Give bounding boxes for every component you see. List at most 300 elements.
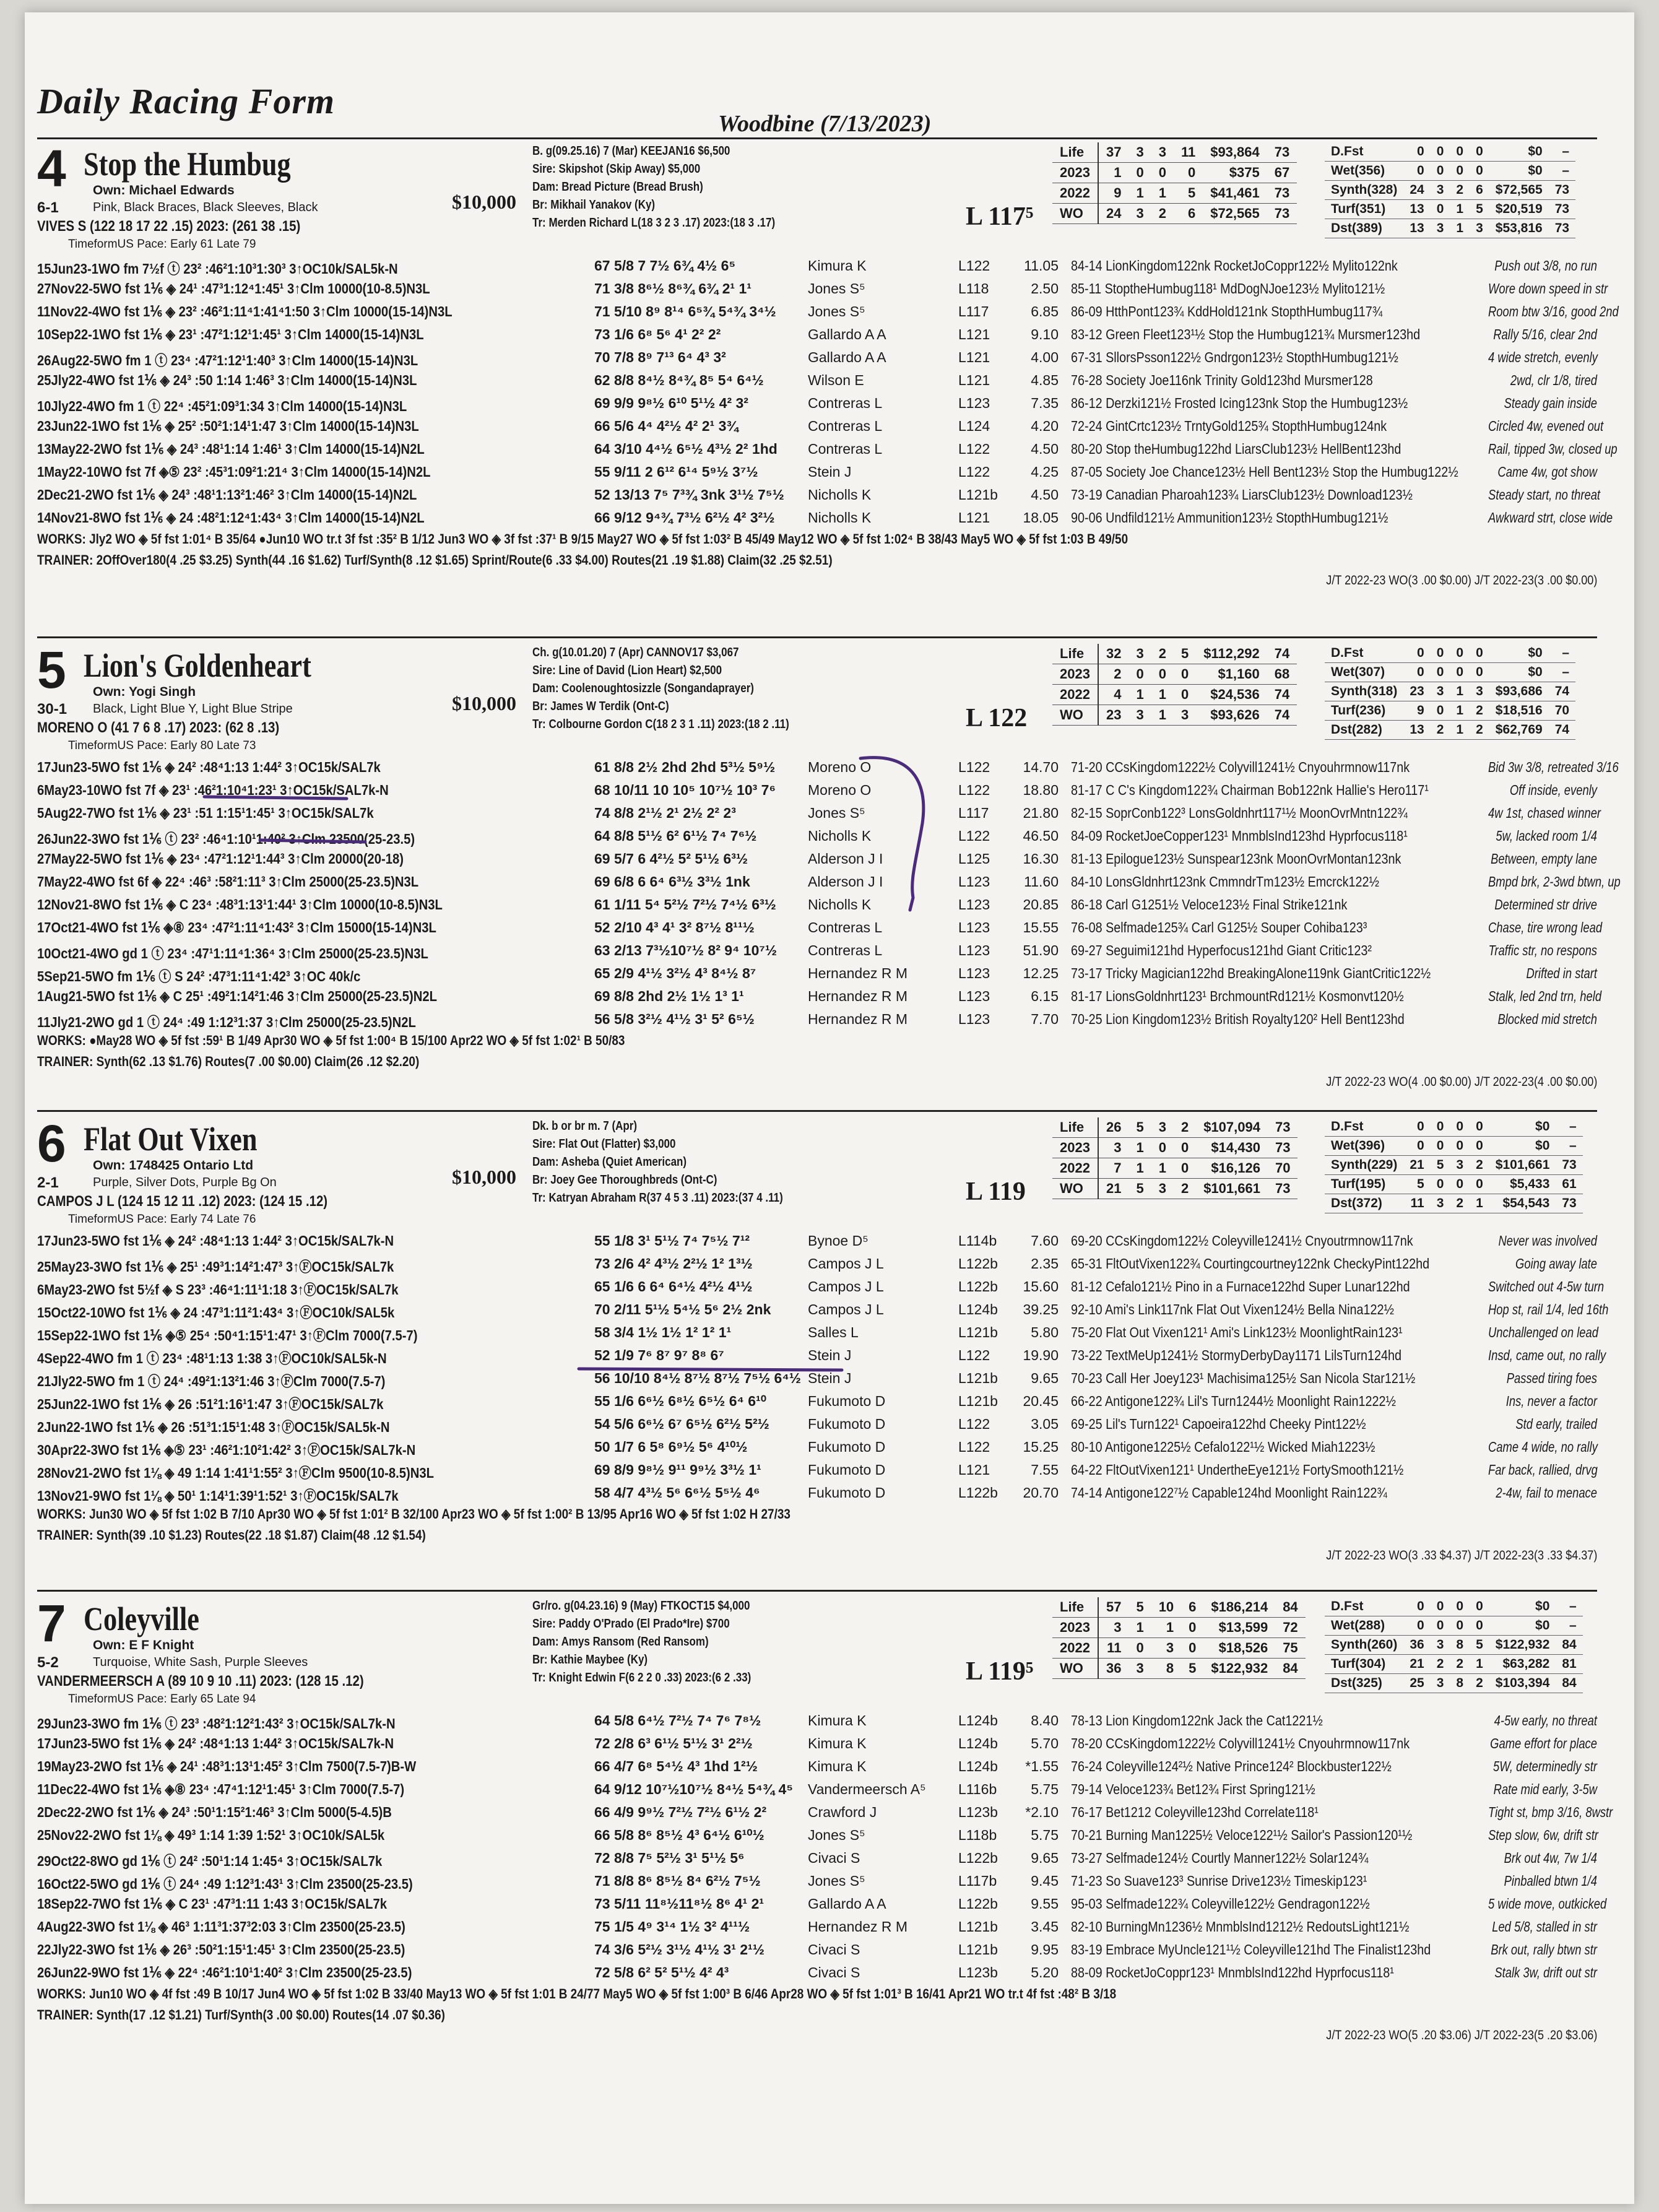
breeding-line: Sire: Line of David (Lion Heart) $2,500 <box>532 664 722 677</box>
stat-cell: 0 <box>1450 162 1470 181</box>
breeding-block <box>532 142 775 232</box>
running-line: 73 1/6 6⁸ 5⁶ 4¹ 2² 2² <box>594 326 721 342</box>
trainer-stats: TRAINER: 2OffOver180(4 .25 $3.25) Synth(44 .16 $1.62) Turf/Synth(8 .12 $1.65) Sprint/Route(6 .33 $4.00) Routes(21 .19 $1.88) Claim(32 .25 $2.51) <box>37 552 833 568</box>
trip-comment: Pinballed btwn 1/4 <box>1504 1873 1597 1889</box>
stat-cell: Dst(325) <box>1325 1674 1403 1693</box>
stat-cell: 84 <box>1275 1659 1305 1679</box>
stat-cell: 1 <box>1151 1618 1181 1638</box>
stat-cell: 2 <box>1470 1156 1489 1175</box>
race-jockey: Campos J L <box>808 1278 884 1295</box>
surface-record-table-row <box>1325 181 1575 200</box>
race-weight: L122b <box>958 1850 998 1866</box>
stat-cell: 3 <box>1128 644 1151 664</box>
record-table-row <box>1052 1158 1297 1179</box>
race-odds: 5.80 <box>1031 1324 1059 1340</box>
stat-cell: $103,394 <box>1489 1674 1556 1693</box>
past-performance-row <box>37 1007 1597 1030</box>
company-line: 84-10 LonsGldnhrt123nk CmmndrTm123½ Emcrck122½ <box>1071 874 1380 890</box>
race-odds: 5.20 <box>1031 1964 1059 1980</box>
race-odds: 46.50 <box>1023 828 1059 844</box>
surface-record-table-row <box>1325 162 1575 181</box>
company-line: 71-23 So Suave123³ Sunrise Drive123½ Timeskip123¹ <box>1071 1873 1367 1889</box>
surface-record-table-row <box>1325 1117 1583 1137</box>
stat-cell: 1 <box>1450 200 1470 219</box>
jockey-trainer-stats: J/T 2022-23 WO(3 .00 $0.00) J/T 2022-23(3 .00 $0.00) <box>1325 573 1597 588</box>
race-line: 28Nov21-2WO fst 1⅛ ◈ 49 1:14 1:41¹1:55² 3↑ⒻClm 9500(10-8.5)N3L <box>37 1465 435 1481</box>
race-odds: 3.45 <box>1031 1919 1059 1935</box>
stat-cell: 73 <box>1556 1194 1582 1213</box>
past-performance-row <box>37 1275 1605 1298</box>
race-weight: L114b <box>958 1233 997 1249</box>
company-line: 69-20 CCsKingdom122½ Coleyville1241½ Cnyoutrmnow117nk <box>1071 1233 1413 1249</box>
stat-cell: 0 <box>1450 1117 1470 1137</box>
stat-cell: 84 <box>1275 1597 1305 1618</box>
stat-cell: 0 <box>1470 1175 1489 1194</box>
stat-cell: 0 <box>1431 1117 1450 1137</box>
race-jockey: Gallardo A A <box>808 1896 886 1912</box>
stat-cell: 0 <box>1174 1138 1196 1158</box>
past-performance-row <box>37 824 1597 847</box>
past-performance-row <box>37 1366 1597 1389</box>
running-line: 73 5/11 11⁸½11⁸½ 8⁶ 4¹ 2¹ <box>594 1896 765 1912</box>
breeding-line: Tr: Colbourne Gordon C(18 2 3 1 .11) 2023:(18 2 .11) <box>532 718 789 731</box>
stat-cell: $112,292 <box>1196 644 1267 664</box>
stat-cell: $101,661 <box>1489 1156 1556 1175</box>
stat-cell: 36 <box>1403 1636 1430 1655</box>
race-jockey: Fukumoto D <box>808 1416 886 1432</box>
race-line: 4Sep22-4WO fm 1 ⓣ 23⁴ :48¹1:13 1:38 3↑ⒻOC10k/SAL5k-N <box>37 1350 387 1366</box>
stat-cell: 2 <box>1431 1655 1450 1674</box>
race-odds: 7.35 <box>1031 395 1059 411</box>
company-line: 73-17 Tricky Magician122hd BreakingAlone119nk GiantCritic122½ <box>1071 965 1431 981</box>
stat-cell: 3 <box>1431 1636 1450 1655</box>
breeding-line: Dam: Amys Ransom (Red Ransom) <box>532 1635 709 1649</box>
stat-cell: 0 <box>1470 663 1489 682</box>
trip-comment: Blocked mid stretch <box>1497 1011 1597 1027</box>
race-jockey: Jones S⁵ <box>808 280 865 297</box>
stat-cell: 32 <box>1098 644 1128 664</box>
stat-cell: 3 <box>1431 1194 1450 1213</box>
surface-record-table <box>1325 644 1575 740</box>
race-weight: L124b <box>958 1758 998 1774</box>
stat-cell: 4 <box>1098 685 1128 705</box>
past-performance-row <box>37 460 1597 483</box>
race-odds: *2.10 <box>1025 1804 1059 1820</box>
stat-cell: $72,565 <box>1203 204 1267 224</box>
stat-cell: 7 <box>1098 1158 1128 1179</box>
race-weight: L121b <box>958 487 998 503</box>
race-line: 27Nov22-5WO fst 1⅙ ◈ 24¹ :47³1:12⁴1:45¹ 3↑Clm 10000(10-8.5)N3L <box>37 280 430 297</box>
race-line: 26Aug22-5WO fm 1 ⓣ 23⁴ :47²1:12¹1:40³ 3↑Clm 14000(15-14)N3L <box>37 352 418 368</box>
past-performance-row <box>37 801 1601 824</box>
race-jockey: Contreras L <box>808 418 883 434</box>
past-performances <box>37 1229 1609 1504</box>
stat-cell: $93,864 <box>1203 142 1267 163</box>
breeding-line: B. g(09.25.16) 7 (Mar) KEEJAN16 $6,500 <box>532 144 730 158</box>
surface-record-table <box>1325 1117 1583 1213</box>
stat-cell: Wet(307) <box>1325 663 1403 682</box>
trip-comment: Wore down speed in str <box>1488 280 1608 297</box>
race-line: 11Jly21-2WO gd 1 ⓣ 24⁴ :49 1:12³1:37 3↑Clm 25000(25-23.5)N2L <box>37 1014 416 1030</box>
company-line: 83-19 Embrace MyUncle121¹½ Coleyville121hd The Finalist123hd <box>1071 1941 1431 1958</box>
surface-record-table-row <box>1325 1156 1583 1175</box>
trip-comment: Far back, rallied, drvg <box>1488 1462 1598 1478</box>
running-line: 58 4/7 4³½ 5⁶ 6⁶½ 5⁵½ 4⁶ <box>594 1485 760 1501</box>
stat-cell: D.Fst <box>1325 142 1403 162</box>
stat-cell: 74 <box>1549 721 1575 740</box>
trainer-stats: TRAINER: Synth(17 .12 $1.21) Turf/Synth(3 .00 $0.00) Routes(14 .07 $0.36) <box>37 2007 445 2023</box>
weight-carried: L 117⁵ <box>966 202 1034 231</box>
race-line: 2Dec21-2WO fst 1⅙ ◈ 24³ :48¹1:13²1:46² 3↑Clm 14000(15-14)N2L <box>37 487 417 503</box>
post-position: 7 <box>37 1594 66 1652</box>
race-weight: L121b <box>958 1919 998 1935</box>
trip-comment: Tight st, bmp 3/16, 8wstr <box>1488 1804 1613 1820</box>
running-line: 73 2/6 4² 4³½ 2²½ 1² 1³½ <box>594 1256 753 1272</box>
race-weight: L122 <box>958 258 990 274</box>
stat-cell: 67 <box>1267 163 1297 183</box>
running-line: 55 9/11 2 6¹² 6¹⁴ 5⁹½ 3⁷½ <box>594 464 758 480</box>
morning-line-odds: 30-1 <box>37 701 67 718</box>
breeding-line: Dk. b or br m. 7 (Apr) <box>532 1119 638 1133</box>
stat-cell: – <box>1549 162 1575 181</box>
publication-logo: Daily Racing Form <box>37 81 336 121</box>
race-weight: L122 <box>958 759 990 775</box>
company-line: 88-09 RocketJoCoppr123¹ MnmblsInd122hd Hyprfocus118¹ <box>1071 1964 1394 1980</box>
stat-cell: 2 <box>1450 181 1470 200</box>
stat-cell: 0 <box>1403 1616 1430 1636</box>
company-line: 67-31 SllorsPsson122½ Gndrgon123½ StopthHumbug121½ <box>1071 349 1398 365</box>
race-jockey: Fukumoto D <box>808 1439 886 1455</box>
race-odds: 6.85 <box>1031 303 1059 319</box>
race-line: 1Aug21-5WO fst 1⅙ ◈ C 25¹ :49²1:14²1:46 3↑Clm 25000(25-23.5)N2L <box>37 988 438 1004</box>
trip-comment: Std early, trailed <box>1515 1416 1597 1432</box>
stat-cell: 72 <box>1275 1618 1305 1638</box>
stat-cell: – <box>1556 1137 1582 1156</box>
stat-cell: 84 <box>1556 1674 1582 1693</box>
stat-cell: 0 <box>1431 200 1450 219</box>
stat-cell: 0 <box>1431 142 1450 162</box>
race-jockey: Hernandez R M <box>808 988 908 1004</box>
trip-comment: Stalk, led 2nd trn, held <box>1488 988 1602 1004</box>
company-line: 90-06 Undfild121½ Ammunition123½ StopthHumbug121½ <box>1071 510 1388 526</box>
running-line: 64 5/8 6⁴½ 7²½ 7⁴ 7⁶ 7⁸½ <box>594 1712 761 1728</box>
stat-cell: 74 <box>1549 682 1575 701</box>
stat-cell: 0 <box>1403 644 1430 663</box>
race-jockey: Bynoe D⁵ <box>808 1233 868 1249</box>
race-jockey: Stein J <box>808 464 852 480</box>
running-line: 74 3/6 5²½ 3¹½ 4¹½ 3¹ 2¹½ <box>594 1941 765 1958</box>
trip-comment: Rate mid early, 3-5w <box>1493 1781 1597 1797</box>
stat-cell: 0 <box>1470 142 1489 162</box>
race-odds: 2.35 <box>1031 1256 1059 1272</box>
company-line: 86-18 Carl G1251½ Veloce123½ Final Strike121nk <box>1071 896 1348 913</box>
trip-comment: 5w, lacked room 1/4 <box>1496 828 1597 844</box>
race-weight: L122 <box>958 828 990 844</box>
trip-comment: Hop st, rail 1/4, led 16th <box>1488 1301 1609 1317</box>
race-weight: L118 <box>958 280 989 297</box>
claiming-price: $10,000 <box>452 191 516 213</box>
race-jockey: Fukumoto D <box>808 1485 886 1501</box>
breeding-block <box>532 1117 783 1207</box>
race-odds: 9.65 <box>1031 1370 1059 1386</box>
running-line: 63 2/13 7³½10⁷½ 8² 9⁴ 10⁷½ <box>594 942 778 958</box>
stat-cell: WO <box>1052 1179 1098 1199</box>
entry-divider <box>37 1110 1597 1112</box>
stat-cell: 13 <box>1403 721 1430 740</box>
running-line: 64 3/10 4⁴½ 6⁵½ 4³½ 2² 1hd <box>594 441 778 457</box>
stat-cell: 3 <box>1151 1638 1181 1659</box>
stat-cell: 6 <box>1470 181 1489 200</box>
stat-cell: 0 <box>1470 1616 1489 1636</box>
stat-cell: $122,932 <box>1203 1659 1275 1679</box>
race-weight: L122 <box>958 1347 990 1363</box>
running-line: 52 13/13 7⁵ 7³¾ 3nk 3¹½ 7⁵½ <box>594 487 784 503</box>
stat-cell: 2 <box>1470 1674 1489 1693</box>
stat-cell: 37 <box>1098 142 1128 163</box>
record-table-row <box>1052 1597 1306 1618</box>
stat-cell: 0 <box>1450 1616 1470 1636</box>
trip-comment: Determined str drive <box>1494 896 1597 913</box>
stat-cell: 73 <box>1268 1179 1297 1199</box>
stat-cell: 8 <box>1151 1659 1181 1679</box>
stat-cell: 5 <box>1403 1175 1430 1194</box>
stat-cell: Wet(356) <box>1325 162 1403 181</box>
record-table-row <box>1052 1618 1306 1638</box>
jockey-line: CAMPOS J L (124 15 12 11 .12) 2023: (124 15 .12) <box>37 1193 328 1210</box>
stat-cell: $0 <box>1489 1616 1556 1636</box>
race-weight: L125 <box>958 851 990 867</box>
running-line: 52 1/9 7⁶ 8⁷ 9⁷ 8⁸ 6⁷ <box>594 1347 724 1363</box>
race-weight: L121 <box>958 349 990 365</box>
stat-cell: $16,126 <box>1196 1158 1268 1179</box>
stat-cell: 11 <box>1174 142 1203 163</box>
race-weight: L122 <box>958 1439 990 1455</box>
stat-cell: 0 <box>1470 1137 1489 1156</box>
stat-cell: 0 <box>1450 1175 1470 1194</box>
race-jockey: Contreras L <box>808 395 883 411</box>
company-line: 69-27 Seguimi121hd Hyperfocus121hd Giant Critic123² <box>1071 942 1372 958</box>
company-line: 70-25 Lion Kingdom123½ British Royalty120² Hell Bent123hd <box>1071 1011 1405 1027</box>
stat-cell: 0 <box>1470 1597 1489 1616</box>
record-table <box>1052 142 1297 224</box>
surface-record-table-row <box>1325 142 1575 162</box>
race-jockey: Contreras L <box>808 942 883 958</box>
stat-cell: $0 <box>1489 142 1549 162</box>
race-weight: L121 <box>958 510 990 526</box>
company-line: 81-17 C C's Kingdom122¾ Chairman Bob122nk Hallie's Hero117¹ <box>1071 782 1429 798</box>
race-jockey: Kimura K <box>808 1735 867 1751</box>
company-line: 81-12 Cefalo121½ Pino in a Furnace122hd Super Lunar122hd <box>1071 1278 1410 1295</box>
trip-comment: Steady start, no threat <box>1488 487 1601 503</box>
workouts-line: WORKS: Jun10 WO ◈ 4f fst :49 B 10/17 Jun4 WO ◈ 5f fst 1:02 B 33/40 May13 WO ◈ 5f fst 1:01 B 24/77 May5 WO ◈ 5f fst 1:00³ B 6/46 Apr28 WO ◈ 5f fst 1:01³ B 16/41 Apr21 WO tr.t 4f fst :48² B 3/18 <box>37 1986 1117 2002</box>
stat-cell: $107,094 <box>1196 1117 1268 1138</box>
race-jockey: Gallardo A A <box>808 326 886 342</box>
race-odds: 7.70 <box>1031 1011 1059 1027</box>
jockey-trainer-stats: J/T 2022-23 WO(5 .20 $3.06) J/T 2022-23(5 .20 $3.06) <box>1325 2028 1597 2042</box>
race-line: 18Sep22-7WO fst 1⅙ ◈ C 23¹ :47³1:11 1:43 3↑OC15k/SAL7k <box>37 1896 388 1912</box>
running-line: 61 1/11 5⁴ 5²½ 7²½ 7⁴½ 6³½ <box>594 896 776 913</box>
surface-record-table-row <box>1325 1655 1583 1674</box>
surface-record-table-row <box>1325 1636 1583 1655</box>
past-performance-row <box>37 391 1597 414</box>
stat-cell: – <box>1556 1597 1582 1616</box>
breeding-line: Dam: Coolenoughtosizzle (Songandaprayer) <box>532 682 754 695</box>
race-weight: L116b <box>958 1781 997 1797</box>
race-weight: L121b <box>958 1370 998 1386</box>
company-line: 84-14 LionKingdom122nk RocketJoCoppr122½ Mylito122nk <box>1071 258 1398 274</box>
record-table <box>1052 1597 1306 1679</box>
stat-cell: 24 <box>1403 181 1430 200</box>
trip-comment: Step slow, 6w, drift str <box>1488 1827 1598 1843</box>
company-line: 81-13 Epilogue123½ Sunspear123nk MoonOvrMontan123nk <box>1071 851 1401 867</box>
race-odds: 4.50 <box>1031 487 1059 503</box>
company-line: 85-11 StoptheHumbug118¹ MdDogNJoe123½ Mylito121½ <box>1071 280 1385 297</box>
stat-cell: 3 <box>1128 204 1151 224</box>
stat-cell: 1 <box>1470 1655 1489 1674</box>
stat-cell: 3 <box>1431 1674 1450 1693</box>
race-jockey: Kimura K <box>808 1758 867 1774</box>
past-performance-row <box>37 893 1597 916</box>
header-rule <box>37 137 1597 139</box>
stat-cell: $0 <box>1489 1137 1556 1156</box>
stat-cell: 0 <box>1403 162 1430 181</box>
race-odds: 20.45 <box>1023 1393 1059 1409</box>
surface-record-table-row <box>1325 1616 1583 1636</box>
race-line: 19May23-2WO fst 1⅙ ◈ 24¹ :48³1:13¹1:45² 3↑Clm 7500(7.5-7)B-W <box>37 1758 417 1774</box>
claiming-price: $10,000 <box>452 1166 516 1188</box>
company-line: 95-03 Selfmade122¾ Coleyville122½ Gendragon122½ <box>1071 1896 1370 1912</box>
stat-cell: 3 <box>1431 219 1450 238</box>
past-performance-row <box>37 870 1621 893</box>
stat-cell: 5 <box>1128 1597 1151 1618</box>
running-line: 71 5/10 8⁹ 8¹⁴ 6⁵¾ 5⁴¾ 3⁴½ <box>594 303 776 319</box>
stat-cell: 13 <box>1403 200 1430 219</box>
race-jockey: Jones S⁵ <box>808 303 865 319</box>
track-and-date: Woodbine (7/13/2023) <box>718 111 932 137</box>
timeform-pace: TimeformUS Pace: Early 74 Late 76 <box>68 1213 256 1226</box>
stat-cell: 6 <box>1174 204 1203 224</box>
stat-cell: 36 <box>1098 1659 1128 1679</box>
stat-cell: 73 <box>1549 181 1575 200</box>
stat-cell: 1 <box>1151 685 1174 705</box>
stat-cell: Dst(372) <box>1325 1194 1403 1213</box>
race-line: 1May22-10WO fst 7f ◈⑤ 23² :45³1:09²1:21⁴ 3↑Clm 14000(15-14)N2L <box>37 464 431 480</box>
breeding-line: Tr: Knight Edwin F(6 2 2 0 .33) 2023:(6 2 .33) <box>532 1671 752 1685</box>
stat-cell: 5 <box>1181 1659 1203 1679</box>
record-table-row <box>1052 183 1297 204</box>
company-line: 81-17 LionsGoldnhrt123¹ BrchmountRd121½ Kosmonvt120½ <box>1071 988 1404 1004</box>
stat-cell: Dst(282) <box>1325 721 1403 740</box>
company-line: 73-22 TextMeUp1241½ StormyDerbyDay1171 LilsTurn124hd <box>1071 1347 1401 1363</box>
stat-cell: 2023 <box>1052 1138 1098 1158</box>
stat-cell: 21 <box>1403 1156 1430 1175</box>
past-performance-row <box>37 1938 1597 1961</box>
running-line: 62 8/8 8⁴½ 8⁴¾ 8⁵ 5⁴ 6⁴½ <box>594 372 764 388</box>
race-jockey: Moreno O <box>808 782 872 798</box>
stat-cell: 3 <box>1128 1659 1151 1679</box>
stat-cell: $93,626 <box>1196 705 1267 726</box>
company-line: 82-10 BurningMn1236½ MnmblsInd1212½ RedoutsLight121½ <box>1071 1919 1410 1935</box>
race-line: 6May23-10WO fst 7f ◈ 23¹ :46²1:10⁴1:23¹ 3↑OC15k/SAL7k-N <box>37 782 389 798</box>
race-odds: 7.55 <box>1031 1462 1059 1478</box>
race-weight: L117 <box>958 303 989 319</box>
stat-cell: Synth(328) <box>1325 181 1403 200</box>
trip-comment: Bid 3w 3/8, retreated 3/16 <box>1488 759 1619 775</box>
race-odds: 9.95 <box>1031 1941 1059 1958</box>
past-performance-row <box>37 1321 1597 1343</box>
surface-record-table-row <box>1325 1597 1583 1616</box>
race-line: 30Apr22-3WO fst 1⅙ ◈⑤ 23¹ :46²1:10²1:42² 3↑ⒻOC15k/SAL7k-N <box>37 1442 416 1458</box>
race-weight: L117 <box>958 805 989 821</box>
claiming-price: $10,000 <box>452 692 516 714</box>
company-line: 84-09 RocketJoeCopper123¹ MnmblsInd123hd Hyprfocus118¹ <box>1071 828 1408 844</box>
race-line: 12Nov21-8WO fst 1⅙ ◈ C 23⁴ :48³1:13¹1:44¹ 3↑Clm 10000(10-8.5)N3L <box>37 896 443 913</box>
stat-cell: 3 <box>1098 1618 1128 1638</box>
stat-cell: 1 <box>1450 219 1470 238</box>
past-performance-row <box>37 1481 1597 1504</box>
company-line: 86-09 HtthPont123¾ KddHold121nk StopthHumbug117¾ <box>1071 303 1383 319</box>
stat-cell: D.Fst <box>1325 1597 1403 1616</box>
stat-cell: $54,543 <box>1489 1194 1556 1213</box>
stat-cell: 0 <box>1151 163 1174 183</box>
workouts-line: WORKS: ●May28 WO ◈ 5f fst :59¹ B 1/49 Apr30 WO ◈ 5f fst 1:00⁴ B 15/100 Apr22 WO ◈ 5f fst 1:02¹ B 50/83 <box>37 1033 625 1048</box>
running-line: 66 5/8 8⁶ 8⁵½ 4³ 6⁴½ 6¹⁰½ <box>594 1827 765 1843</box>
race-odds: 18.05 <box>1023 510 1059 526</box>
race-line: 25Nov22-2WO fst 1⅛ ◈ 49³ 1:14 1:39 1:52¹ 3↑OC10k/SAL5k <box>37 1827 385 1843</box>
jockey-line: VIVES S (122 18 17 22 .15) 2023: (261 38 .15) <box>37 218 301 235</box>
race-odds: 11.05 <box>1024 258 1059 274</box>
record-table-row <box>1052 1138 1297 1158</box>
trip-comment: Traffic str, no respons <box>1488 942 1597 958</box>
race-weight: L122 <box>958 782 990 798</box>
race-line: 25Jun22-1WO fst 1⅙ ◈ 26 :51²1:16¹1:47 3↑ⒻOC15k/SAL7k <box>37 1396 384 1412</box>
stat-cell: $375 <box>1203 163 1267 183</box>
race-odds: 4.85 <box>1031 372 1059 388</box>
race-jockey: Hernandez R M <box>808 1919 908 1935</box>
past-performance-row <box>37 939 1597 961</box>
stat-cell: 74 <box>1267 685 1297 705</box>
stat-cell: 9 <box>1403 701 1430 721</box>
running-line: 69 8/8 2hd 2½ 1½ 1³ 1¹ <box>594 988 744 1004</box>
stat-cell: 70 <box>1549 701 1575 721</box>
race-line: 25Jly22-4WO fst 1⅙ ◈ 24³ :50 1:14 1:46³ 3↑Clm 14000(15-14)N3L <box>37 372 417 388</box>
trip-comment: 4-5w early, no threat <box>1494 1712 1597 1728</box>
race-odds: 11.60 <box>1024 874 1059 890</box>
past-performance-row <box>37 1777 1597 1800</box>
stat-cell: 26 <box>1098 1117 1128 1138</box>
stat-cell: 0 <box>1174 664 1196 685</box>
running-line: 56 5/8 3²½ 4¹½ 3¹ 5² 6⁵½ <box>594 1011 755 1027</box>
trainer-stats: TRAINER: Synth(39 .10 $1.23) Routes(22 .18 $1.87) Claim(48 .12 $1.54) <box>37 1527 426 1543</box>
masthead <box>37 80 1597 136</box>
stat-cell: 3 <box>1128 705 1151 726</box>
race-weight: L123 <box>958 395 990 411</box>
past-performances <box>37 1709 1613 1984</box>
past-performance-row <box>37 483 1601 506</box>
company-line: 76-24 Coleyville124²½ Native Prince124² Blockbuster122½ <box>1071 1758 1392 1774</box>
stat-cell: 11 <box>1403 1194 1430 1213</box>
stat-cell: 3 <box>1151 1179 1174 1199</box>
stat-cell: $14,430 <box>1196 1138 1268 1158</box>
stat-cell: 2 <box>1151 204 1174 224</box>
race-weight: L124 <box>958 418 990 434</box>
company-line: 76-28 Society Joe116nk Trinity Gold123hd Mursmer128 <box>1071 372 1373 388</box>
workouts-line: WORKS: Jun30 WO ◈ 5f fst 1:02 B 7/10 Apr30 WO ◈ 5f fst 1:01² B 32/100 Apr23 WO ◈ 5f fst 1:00² B 13/95 Apr16 WO ◈ 5f fst 1:02 H 27/33 <box>37 1506 791 1522</box>
running-line: 75 1/5 4⁹ 3¹⁴ 1½ 3² 4¹¹½ <box>594 1919 750 1935</box>
company-line: 92-10 Ami's Link117nk Flat Out Vixen124½ Bella Nina122½ <box>1071 1301 1395 1317</box>
stat-cell: Synth(260) <box>1325 1636 1403 1655</box>
running-line: 68 10/11 10 10⁵ 10⁷½ 10³ 7⁶ <box>594 782 776 798</box>
